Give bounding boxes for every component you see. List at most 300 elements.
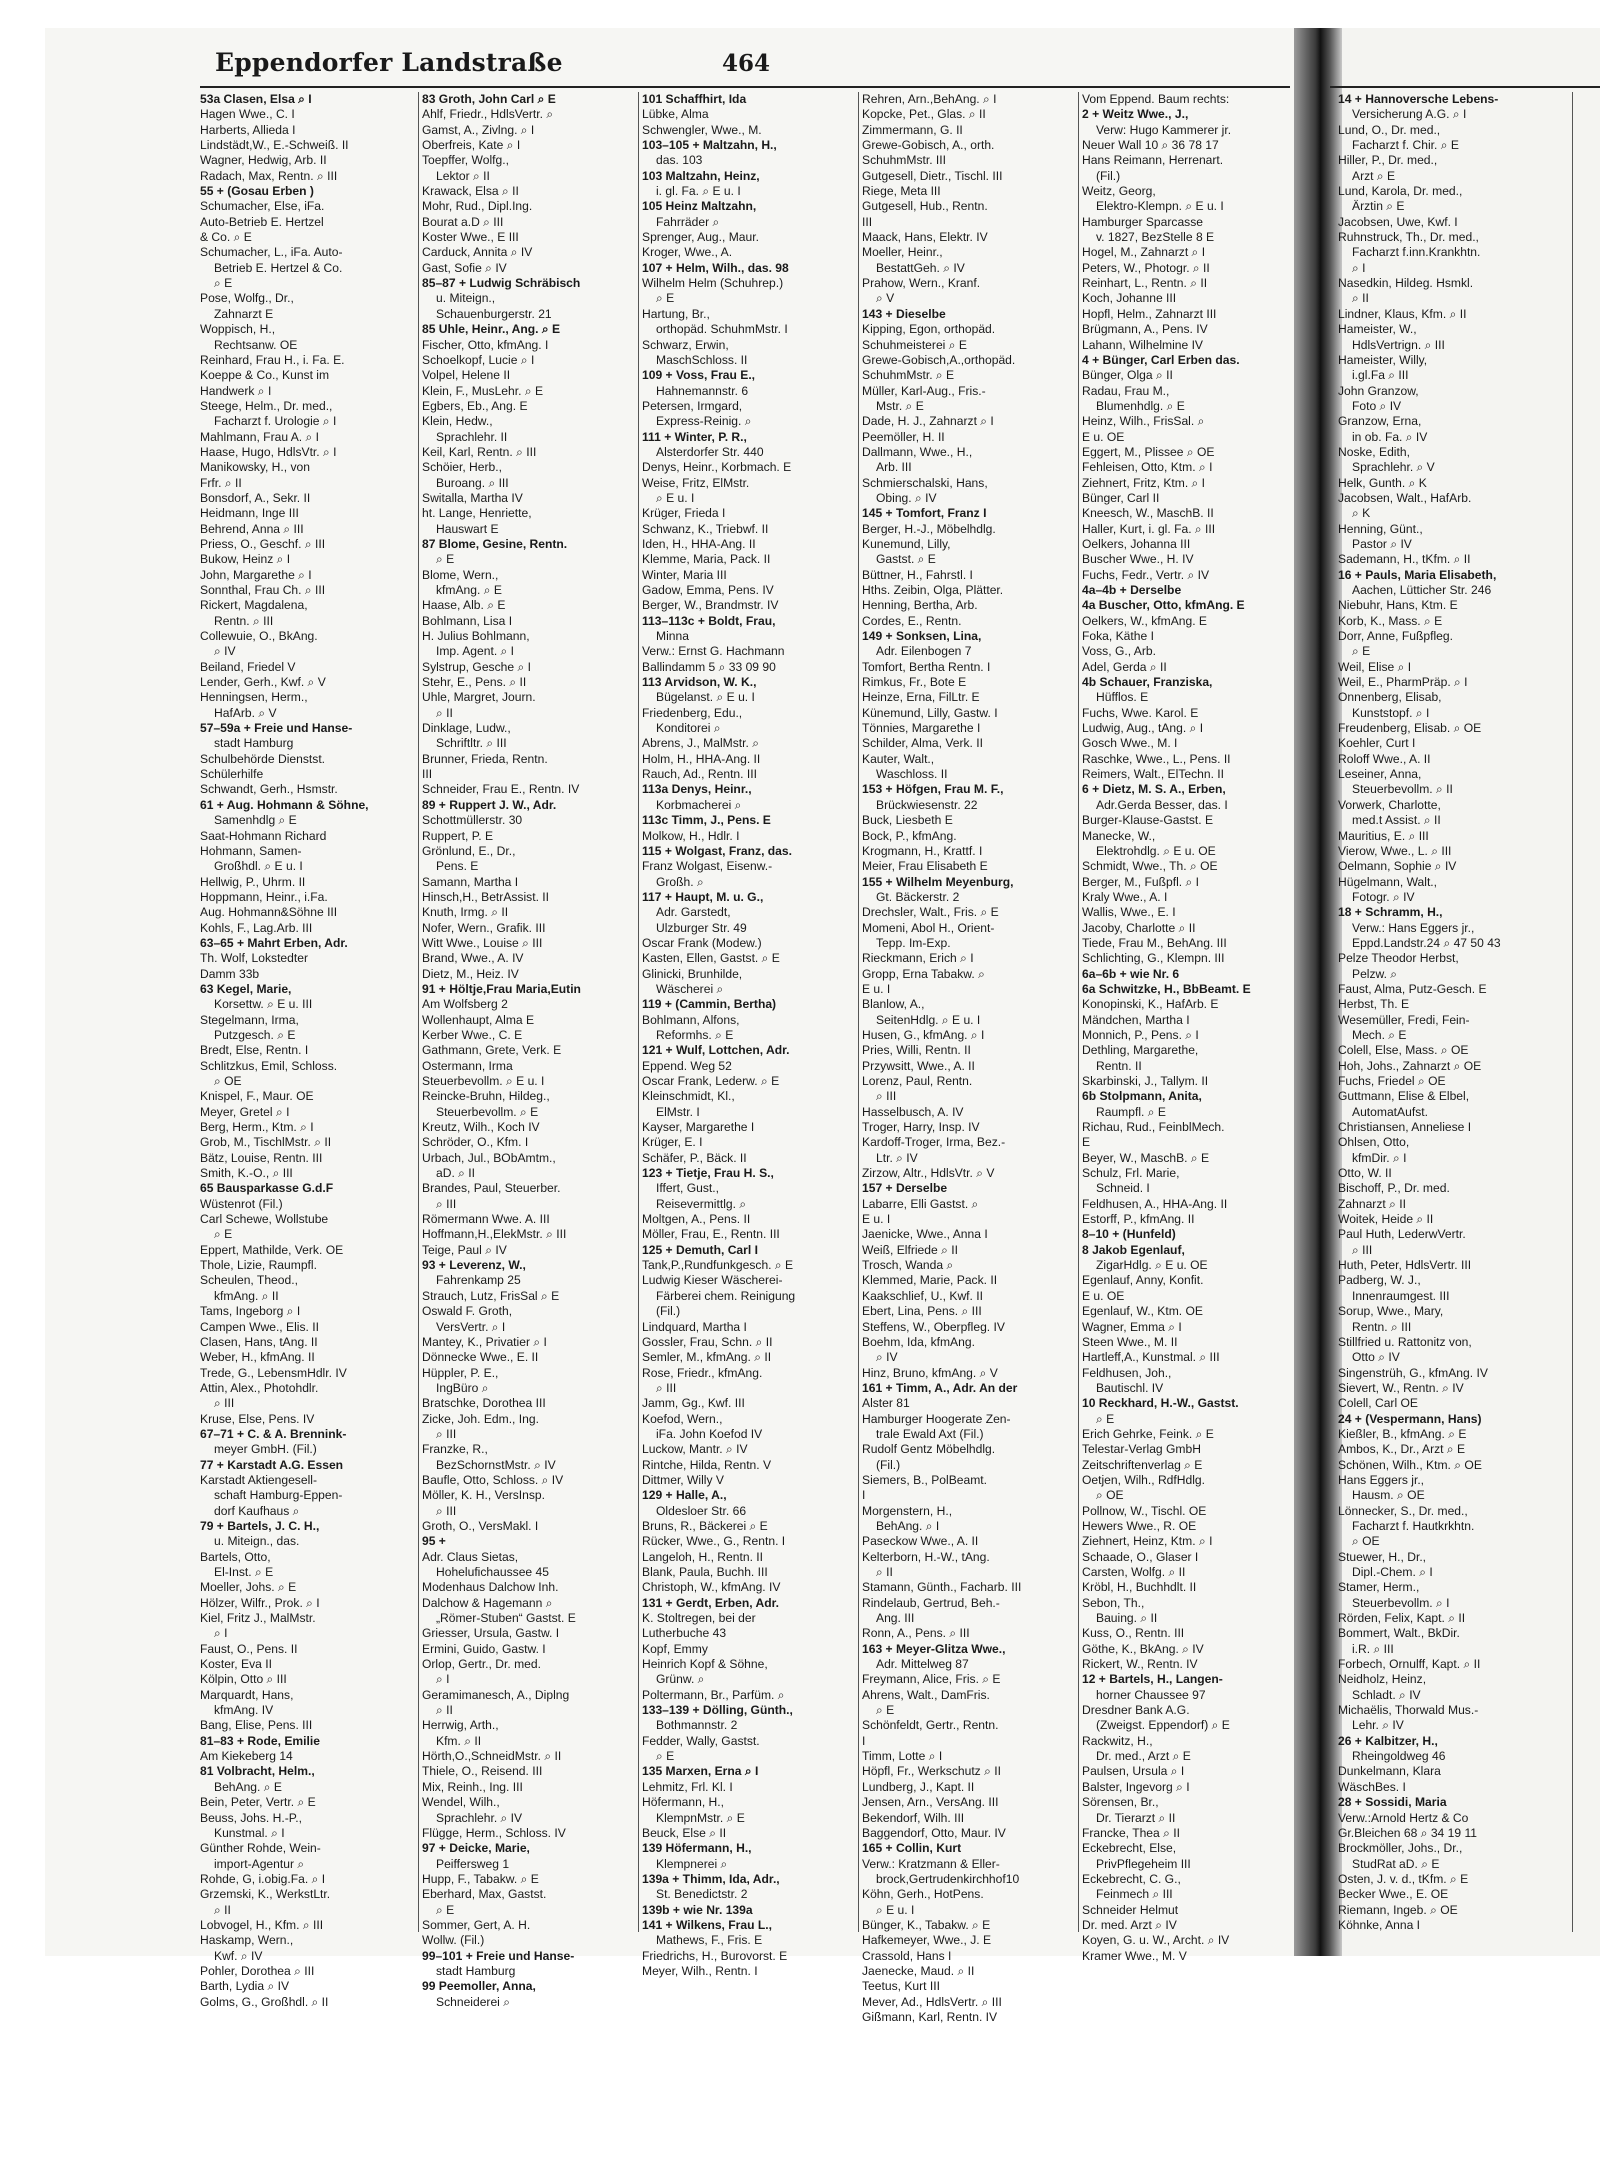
directory-entry-line: Sörensen, Br.,	[1082, 1795, 1159, 1810]
directory-entry-line: ⌕ K	[1352, 506, 1371, 521]
directory-entry-line: Hellwig, P., Uhrm. II	[200, 874, 306, 889]
directory-entry-line: Rentn. ⌕ III	[214, 613, 274, 628]
directory-entry-line: kfmAng. ⌕ II	[214, 1288, 279, 1303]
directory-entry-line: ⌕ III	[876, 1089, 897, 1104]
directory-entry-line: das. 103	[656, 153, 703, 168]
directory-entry-line: Tomfort, Bertha Rentn. I	[862, 659, 991, 674]
directory-entry-line: Kiel, Fritz J., MalMstr.	[200, 1611, 316, 1626]
directory-entry-line: Schriftltr. ⌕ III	[436, 736, 507, 751]
directory-entry-line: Harberts, Allieda I	[200, 122, 296, 137]
directory-entry-line: 109 + Voss, Frau E.,	[642, 368, 756, 383]
directory-entry-line: Peiffersweg 1	[436, 1856, 510, 1871]
directory-entry-line: Schülerhilfe	[200, 767, 264, 782]
directory-entry-line: Beuss, Johs. H.-P.,	[200, 1810, 302, 1825]
directory-entry-line: 77 + Karstadt A.G. Essen	[200, 1457, 344, 1472]
directory-entry-line: 153 + Höfgen, Frau M. F.,	[862, 782, 1004, 797]
directory-entry-line: Schumacher, Else, iFa.	[200, 199, 325, 214]
directory-entry-line: HdlsVertrign. ⌕ III	[1352, 337, 1445, 352]
directory-entry-line: Telestar-Verlag GmbH	[1082, 1442, 1201, 1457]
directory-entry-line: Schönfeldt, Gertr., Rentn.	[862, 1718, 999, 1733]
directory-entry-line: Kauter, Walt.,	[862, 751, 935, 766]
directory-entry-line: Sorup, Wwe., Mary,	[1338, 1304, 1444, 1319]
directory-entry-line: Monnich, P., Pens. ⌕ I	[1082, 1027, 1199, 1042]
directory-entry-line: Fehleisen, Otto, Ktm. ⌕ I	[1082, 460, 1213, 475]
directory-entry-line: St. Benedictstr. 2	[656, 1887, 748, 1902]
directory-entry-line: Oldesloer Str. 66	[656, 1503, 747, 1518]
directory-entry-line: Büttner, H., Fahrstl. I	[862, 567, 973, 582]
directory-entry-line: Fotogr. ⌕ IV	[1352, 889, 1415, 904]
directory-entry-line: Kießler, B., kfmAng. ⌕ E	[1338, 1426, 1467, 1441]
directory-entry-line: E u. OE	[1082, 429, 1125, 444]
directory-entry-line: Hafkemeyer, Wwe., J. E	[862, 1933, 992, 1948]
directory-entry-line: 18 + Schramm, H.,	[1338, 905, 1443, 920]
directory-entry-line: Rackwitz, H.,	[1082, 1733, 1153, 1748]
directory-entry-line: Handwerk ⌕ I	[200, 383, 272, 398]
directory-entry-line: Flügge, Herm., Schloss. IV	[422, 1825, 566, 1840]
directory-entry-line: 101 Schaffhirt, Ida	[642, 92, 747, 106]
directory-entry-line: Bügelanst. ⌕ E u. I	[656, 690, 755, 705]
directory-entry-line: Franzke, R.,	[422, 1442, 488, 1457]
directory-entry-line: Lobvogel, H., Kfm. ⌕ III	[200, 1917, 324, 1932]
directory-entry-line: Bünger, K., Tabakw. ⌕ E	[862, 1917, 991, 1932]
directory-entry-line: Collewuie, O., BkAng.	[200, 629, 318, 644]
directory-entry-line: MaschSchloss. II	[656, 352, 748, 367]
directory-entry-line: Schmidt, Wwe., Th. ⌕ OE	[1082, 859, 1218, 874]
directory-entry-line: Koehler, Curt I	[1338, 736, 1416, 751]
directory-entry-line: Ludwig Kieser Wäscherei-	[642, 1273, 783, 1288]
directory-entry-line: Modenhaus Dalchow Inh.	[422, 1580, 559, 1595]
directory-entry-line: Peters, W., Photogr. ⌕ II	[1082, 260, 1210, 275]
directory-entry-line: Verw: Hugo Kammerer jr.	[1096, 122, 1232, 137]
directory-entry-line: Helk, Gunth. ⌕ K	[1338, 475, 1427, 490]
directory-entry-line: Wesemüller, Fredi, Fein-	[1338, 1012, 1470, 1027]
directory-entry-line: „Römer-Stuben“ Gastst. E	[436, 1611, 576, 1626]
directory-entry-line: AutomatAufst.	[1352, 1104, 1428, 1119]
directory-entry-line: Verw.: Ernst G. Hachmann	[642, 644, 785, 659]
directory-entry-line: Dönnecke Wwe., E. II	[422, 1350, 539, 1365]
directory-entry-line: Adr.Gerda Besser, das. I	[1096, 797, 1228, 812]
directory-entry-line: Dinklage, Ludw.,	[422, 721, 511, 736]
directory-entry-line: Ebert, Lina, Pens. ⌕ III	[862, 1304, 982, 1319]
directory-entry-line: Buck, Liesbeth E	[862, 813, 953, 828]
directory-entry-line: I	[862, 1488, 866, 1503]
directory-entry-line: Hüfflos. E	[1096, 690, 1149, 705]
directory-entry-line: Volpel, Helene II	[422, 368, 511, 383]
directory-entry-line: Schulbehörde Dienstst.	[200, 751, 326, 766]
directory-entry-line: Gastst. ⌕ E	[876, 552, 936, 567]
directory-entry-line: Aug. Hohmann&Söhne III	[200, 905, 338, 920]
directory-entry-line: Padberg, W. J.,	[1338, 1273, 1421, 1288]
directory-entry-line: 149 + Sonksen, Lina,	[862, 629, 982, 644]
directory-entry-line: Dipl.-Chem. ⌕ I	[1352, 1565, 1433, 1579]
directory-entry-line: Elektrohdlg. ⌕ E u. OE	[1096, 843, 1216, 858]
directory-entry-line: trale Ewald Axt (Fil.)	[876, 1426, 984, 1441]
directory-entry-line: Jamm, Gg., Kwf. III	[642, 1396, 745, 1411]
directory-entry-line: i.R. ⌕ III	[1352, 1641, 1394, 1656]
directory-entry-line: Herbst, Th. E	[1338, 997, 1410, 1012]
directory-entry-line: Krogmann, H., Krattf. I	[862, 843, 983, 858]
directory-entry-line: Raschke, Wwe., L., Pens. II	[1082, 751, 1231, 766]
directory-entry-line: 113–113c + Boldt, Frau,	[642, 613, 776, 628]
directory-entry-line: Dorr, Anne, Fußpfleg.	[1338, 629, 1453, 644]
directory-entry-line: Heinze, Erna, FilLtr. E	[862, 690, 980, 705]
directory-entry-line: Kohls, F., Lag.Arb. III	[200, 920, 313, 935]
directory-entry-line: Bruns, R., Bäckerei ⌕ E	[642, 1518, 768, 1533]
directory-entry-line: Kopf, Emmy	[642, 1641, 708, 1656]
directory-entry-line: dorf Kaufhaus ⌕	[214, 1503, 300, 1518]
directory-entry-line: Kraly Wwe., A. I	[1082, 889, 1168, 904]
directory-entry-line: ZigarHdlg. ⌕ E u. OE	[1096, 1258, 1208, 1273]
directory-entry-line: Kleinschmidt, Kl.,	[642, 1089, 735, 1104]
directory-entry-line: Hartung, Br.,	[642, 306, 710, 321]
directory-entry-line: 55 + (Gosau Erben )	[200, 184, 314, 199]
directory-entry-line: Bischoff, P., Dr. med.	[1338, 1181, 1450, 1196]
directory-entry-line: Mantey, K., Privatier ⌕ I	[422, 1334, 547, 1349]
directory-entry-line: Th. Wolf, Lokstedter	[200, 951, 308, 966]
directory-entry-line: Großh. ⌕	[656, 874, 704, 889]
directory-entry-line: Paulsen, Ursula ⌕ I	[1082, 1764, 1185, 1779]
directory-entry-line: 8–10 + (Hunfeld)	[1082, 1227, 1176, 1242]
directory-entry-line: Lindner, Klaus, Kfm. ⌕ II	[1338, 306, 1467, 321]
street-title: Eppendorfer Landstraße	[215, 48, 563, 77]
directory-entry-line: Waschloss. II	[876, 767, 948, 782]
directory-entry-line: VersVertr. ⌕ I	[436, 1319, 506, 1334]
directory-entry-line: Krawack, Elsa ⌕ II	[422, 184, 519, 199]
directory-entry-line: Osten, J. v. d., tKfm. ⌕ E	[1338, 1871, 1469, 1886]
directory-entry-line: Iden, H., HHA-Ang. II	[642, 536, 756, 551]
directory-entry-line: 157 + Derselbe	[862, 1181, 948, 1196]
directory-entry-line: Sommer, Gert, A. H.	[422, 1917, 531, 1932]
directory-entry-line: Hohmann, Samen-	[200, 843, 302, 858]
directory-entry-line: Koch, Johanne III	[1082, 291, 1177, 306]
directory-entry-line: Huth, Peter, HdlsVertr. III	[1338, 1258, 1472, 1273]
directory-entry-line: Przywsitt, Wwe., A. II	[862, 1058, 975, 1073]
directory-entry-line: Manecke, W.,	[1082, 828, 1156, 843]
directory-entry-line: ⌕ E	[436, 552, 455, 567]
directory-entry-line: H. Julius Bohlmann,	[422, 629, 530, 644]
directory-entry-line: Damm 33b	[200, 966, 260, 981]
directory-entry-line: Berger, M., Fußpfl. ⌕ I	[1082, 874, 1199, 889]
directory-entry-line: Arb. III	[876, 460, 912, 475]
directory-entry-line: Rickert, W., Rentn. IV	[1082, 1657, 1198, 1672]
directory-entry-line: Eckebrecht, C. G.,	[1082, 1871, 1181, 1886]
directory-entry-line: 10 Reckhard, H.-W., Gastst.	[1082, 1396, 1239, 1411]
column-divider	[858, 92, 859, 1932]
directory-entry-line: Am Wolfsberg 2	[422, 997, 508, 1012]
directory-entry-line: Meier, Frau Elisabeth E	[862, 859, 988, 874]
directory-entry-line: Vorwerk, Charlotte,	[1338, 797, 1441, 812]
directory-entry-line: Kramer Wwe., M. V	[1082, 1948, 1187, 1963]
directory-entry-line: Moeller, Heinr.,	[862, 245, 943, 260]
directory-entry-line: Timm, Lotte ⌕ I	[862, 1749, 943, 1764]
directory-entry-line: Frfr. ⌕ II	[200, 475, 242, 490]
directory-entry-line: Ang. III	[876, 1611, 915, 1626]
directory-entry-line: Hausm. ⌕ OE	[1352, 1488, 1425, 1503]
directory-entry-line: 2 + Weitz Wwe., J.,	[1082, 107, 1189, 122]
directory-entry-line: ⌕ V	[876, 291, 895, 306]
directory-entry-line: Schauenburgerstr. 21	[436, 306, 552, 321]
directory-entry-line: Friedenberg, Edu.,	[642, 705, 743, 720]
directory-entry-line: Winter, Maria III	[642, 567, 727, 582]
directory-entry-line: Lahann, Wilhelmine IV	[1082, 337, 1204, 352]
directory-entry-line: Schwengler, Wwe., M.	[642, 122, 762, 137]
directory-entry-line: Baggendorf, Otto, Maur. IV	[862, 1825, 1006, 1840]
directory-entry-line: Karstadt Aktiengesell-	[200, 1472, 317, 1487]
directory-entry-line: Lutherbuche 43	[642, 1626, 727, 1641]
directory-entry-line: in ob. Fa. ⌕ IV	[1352, 429, 1428, 444]
directory-entry-line: Otto ⌕ IV	[1352, 1350, 1400, 1365]
directory-entry-line: Paul Huth, LederwVertr.	[1338, 1227, 1466, 1242]
directory-entry-line: 85 Uhle, Heinr., Ang. ⌕ E	[422, 322, 561, 337]
directory-entry-line: SeitenHdlg. ⌕ E u. I	[876, 1012, 981, 1027]
directory-entry-line: ⌕ E	[876, 1703, 895, 1718]
directory-entry-line: Facharzt f. Chir. ⌕ E	[1352, 138, 1459, 153]
directory-entry-line: Haase, Alb. ⌕ E	[422, 598, 506, 613]
directory-entry-line: 99 Peemoller, Anna,	[422, 1979, 536, 1994]
directory-entry-line: u. Miteign., das.	[214, 1534, 300, 1549]
directory-entry-line: 89 + Ruppert J. W., Adr.	[422, 797, 557, 812]
directory-entry-line: Hinsch,H., BetrAssist. II	[422, 889, 550, 904]
directory-entry-line: Krüger, E. I	[642, 1135, 703, 1150]
directory-entry-line: Barth, Lydia ⌕ IV	[200, 1979, 290, 1994]
directory-entry-line: Dr. med. Arzt ⌕ IV	[1082, 1917, 1177, 1932]
directory-entry-line: Alsterdorfer Str. 440	[656, 444, 764, 459]
directory-entry-line: Jaenicke, Wwe., Anna I	[862, 1227, 988, 1242]
directory-entry-line: 6a Schwitzke, H., BbBeamt. E	[1082, 981, 1251, 996]
directory-entry-line: Attin, Alex., Photohdlr.	[200, 1380, 319, 1395]
directory-entry-line: Lindquard, Martha I	[642, 1319, 747, 1334]
directory-entry-line: kfmDir. ⌕ I	[1352, 1150, 1407, 1165]
directory-entry-line: Feldhusen, A., HHA-Ang. II	[1082, 1196, 1228, 1211]
directory-entry-line: Brunner, Frieda, Rentn.	[422, 751, 548, 766]
directory-entry-line: Oswald F. Groth,	[422, 1304, 513, 1319]
directory-entry-line: Hinz, Bruno, kfmAng. ⌕ V	[862, 1365, 998, 1380]
directory-entry-line: Göthe, K., BkAng. ⌕ IV	[1082, 1641, 1204, 1656]
directory-entry-line: Wallis, Wwe., E. I	[1082, 905, 1176, 920]
directory-entry-line: Foka, Käthe I	[1082, 629, 1154, 644]
directory-entry-line: Roloff Wwe., A. II	[1338, 751, 1431, 766]
directory-entry-line: Hagen Wwe., C. I	[200, 107, 295, 122]
directory-entry-line: Wüstenrot (Fil.)	[200, 1196, 283, 1211]
directory-entry-line: Bukow, Heinz ⌕ I	[200, 552, 291, 567]
directory-entry-line: Schwanz, K., Triebwf. II	[642, 521, 769, 536]
directory-entry-line: Riege, Meta III	[862, 184, 941, 199]
directory-entry-line: Schöier, Herb.,	[422, 460, 502, 475]
directory-entry-line: Kelterborn, H.-W., tAng.	[862, 1549, 990, 1564]
directory-entry-line: Bautischl. IV	[1096, 1380, 1164, 1395]
directory-entry-line: Berger, H.-J., Möbelhdlg.	[862, 521, 996, 536]
directory-entry-line: 6a–6b + wie Nr. 6	[1082, 966, 1180, 981]
directory-entry-line: Putzgesch. ⌕ E	[214, 1027, 296, 1042]
directory-entry-line: Reformhs. ⌕ E	[656, 1027, 734, 1042]
directory-entry-line: Momeni, Abol H., Orient-	[862, 920, 995, 935]
directory-entry-line: Teetus, Kurt III	[862, 1979, 940, 1994]
directory-entry-line: Haskamp, Wern.,	[200, 1933, 294, 1948]
directory-entry-line: Nofer, Wern., Grafik. III	[422, 920, 546, 935]
directory-entry-line: Ärztin ⌕ E	[1352, 199, 1405, 214]
directory-entry-line: Maack, Hans, Elektr. IV	[862, 230, 988, 245]
directory-entry-line: Korb, K., Mass. ⌕ E	[1338, 613, 1443, 628]
directory-entry-line: Eppd.Landstr.24 ⌕ 47 50 43	[1352, 935, 1501, 950]
directory-entry-line: 28 + Sossidi, Maria	[1338, 1795, 1447, 1810]
directory-entry-line: Blome, Wern.,	[422, 567, 499, 582]
directory-entry-line: Ostermann, Irma	[422, 1058, 513, 1073]
directory-entry-line: Verw.:Arnold Hertz & Co	[1338, 1810, 1469, 1825]
directory-entry-line: Crassold, Hans I	[862, 1948, 952, 1963]
directory-entry-line: Steuerbevollm. ⌕ II	[1352, 782, 1453, 797]
directory-entry-line: Lübke, Alma	[642, 107, 709, 122]
directory-entry-line: Bock, P., kfmAng.	[862, 828, 957, 843]
directory-entry-line: Dunkelmann, Klara	[1338, 1764, 1441, 1779]
directory-entry-line: Oscar Frank, Lederw. ⌕ E	[642, 1074, 780, 1088]
directory-entry-line: Obing. ⌕ IV	[876, 490, 937, 505]
directory-entry-line: Mohr, Rud., Dipl.Ing.	[422, 199, 533, 214]
directory-entry-line: Wollenhaupt, Alma E	[422, 1012, 535, 1027]
directory-entry-line: Colell, Else, Mass. ⌕ OE	[1338, 1043, 1469, 1058]
directory-entry-line: Dalchow & Hagemann ⌕	[422, 1595, 553, 1610]
directory-entry-line: Schottmüllerstr. 30	[422, 813, 523, 828]
directory-entry-line: 97 + Deicke, Marie,	[422, 1841, 530, 1856]
directory-entry-line: orthopäd. SchuhmMstr. I	[656, 322, 788, 337]
directory-entry-line: Zirzow, Altr., HdlsVtr. ⌕ V	[862, 1166, 995, 1181]
directory-entry-line: Moltgen, A., Pens. II	[642, 1212, 751, 1227]
directory-entry-line: Mech. ⌕ E	[1352, 1027, 1407, 1042]
directory-entry-line: (Fil.)	[656, 1304, 681, 1319]
directory-entry-line: 57–59a + Freie und Hanse-	[200, 721, 353, 736]
directory-entry-line: Egenlauf, W., Ktm. OE	[1082, 1304, 1203, 1319]
directory-entry-line: Manikowsky, H., von	[200, 460, 310, 475]
directory-entry-line: Kroger, Wwe., A.	[642, 245, 733, 260]
directory-entry-line: ⌕ E	[1352, 644, 1371, 659]
directory-entry-line: ⌕ III	[656, 1380, 677, 1395]
directory-entry-line: Minna	[656, 629, 689, 644]
directory-entry-line: Balster, Ingevorg ⌕ I	[1082, 1779, 1190, 1794]
directory-entry-line: Facharzt f.inn.Krankhtn.	[1352, 245, 1481, 260]
directory-entry-line: Klemmed, Marie, Pack. II	[862, 1273, 998, 1288]
directory-entry-line: Kipping, Egon, orthopäd.	[862, 322, 996, 337]
directory-entry-line: 63 Kegel, Marie,	[200, 981, 292, 996]
directory-entry-line: Wollw. (Fil.)	[422, 1933, 485, 1948]
directory-entry-line: Golms, G., Großhdl. ⌕ II	[200, 1994, 329, 2009]
directory-entry-line: Oscar Frank (Modew.)	[642, 935, 762, 950]
directory-entry-line: 99–101 + Freie und Hanse-	[422, 1948, 575, 1963]
directory-entry-line: stadt Hamburg	[214, 736, 294, 751]
directory-entry-line: Kuss, O., Rentn. III	[1082, 1626, 1185, 1641]
directory-entry-line: Kfm. ⌕ II	[436, 1733, 482, 1748]
directory-entry-line: Vierow, Wwe., L. ⌕ III	[1338, 843, 1452, 858]
directory-entry-line: Burger-Klause-Gastst. E	[1082, 813, 1214, 828]
directory-entry-line: BehAng. ⌕ I	[876, 1518, 940, 1533]
directory-entry-line: Langeloh, H., Rentn. II	[642, 1549, 764, 1564]
directory-entry-line: Carl Schewe, Wollstube	[200, 1212, 329, 1227]
directory-entry-line: Egenlauf, Anny, Konfit.	[1082, 1273, 1204, 1288]
directory-entry-line: import-Agentur ⌕	[214, 1856, 305, 1871]
directory-entry-line: Schneider, Frau E., Rentn. IV	[422, 782, 580, 797]
directory-entry-line: PrivPflegeheim III	[1096, 1856, 1191, 1871]
directory-entry-line: Färberei chem. Reinigung	[656, 1288, 796, 1303]
directory-entry-line: Zahnarzt E	[214, 306, 274, 321]
directory-entry-line: Geramimanesch, A., Diplng	[422, 1687, 570, 1702]
directory-entry-line: Müller, Karl-Aug., Fris.-	[862, 383, 986, 398]
directory-entry-line: Kunstmal. ⌕ I	[214, 1825, 285, 1840]
directory-entry-line: ⌕ II	[436, 1703, 453, 1718]
right-page-directory-column	[1338, 92, 1588, 1933]
directory-entry-line: Teige, Paul ⌕ IV	[422, 1242, 507, 1257]
directory-entry-line: Zicke, Joh. Edm., Ing.	[422, 1411, 539, 1426]
directory-entry-line: Römermann Wwe. A. III	[422, 1212, 550, 1227]
directory-entry-line: 117 + Haupt, M. u. G.,	[642, 889, 764, 904]
directory-entry-line: Hartleff,A., Kunstmal. ⌕ III	[1082, 1350, 1220, 1365]
directory-entry-line: 16 + Pauls, Maria Elisabeth,	[1338, 567, 1497, 582]
directory-entry-line: Bünger, Carl II	[1082, 490, 1160, 505]
directory-entry-line: Lund, O., Dr. med.,	[1338, 122, 1441, 137]
directory-entry-line: Haase, Hugo, HdlsVtr. ⌕ I	[200, 444, 337, 459]
directory-entry-line: 121 + Wulf, Lottchen, Adr.	[642, 1043, 790, 1058]
directory-entry-line: Grzemski, K., WerkstLtr.	[200, 1887, 331, 1902]
directory-entry-line: Ulzburger Str. 49	[656, 920, 747, 935]
directory-entry-line: 85–87 + Ludwig Schräbisch	[422, 276, 581, 291]
directory-entry-line: Schönen, Wilh., Ktm. ⌕ OE	[1338, 1457, 1482, 1472]
directory-entry-line: Künemund, Lilly, Gastw. I	[862, 705, 998, 720]
directory-entry-line: Rörden, Felix, Kapt. ⌕ II	[1338, 1611, 1466, 1626]
directory-entry-line: Oelkers, W., kfmAng. E	[1082, 613, 1207, 628]
directory-entry-line: 155 + Wilhelm Meyenburg,	[862, 874, 1014, 889]
directory-entry-line: Gißmann, Karl, Rentn. IV	[862, 2009, 998, 2024]
directory-entry-line: Gosch Wwe., M. I	[1082, 736, 1178, 751]
directory-entry-line: Fuchs, Friedel ⌕ OE	[1338, 1074, 1446, 1088]
directory-entry-line: Jacobsen, Uwe, Kwf. I	[1338, 214, 1458, 229]
directory-entry-line: Schilder, Alma, Verk. II	[862, 736, 983, 751]
directory-entry-line: Köhnke, Anna I	[1338, 1917, 1421, 1932]
directory-entry-line: Gamst, A., Zivlng. ⌕ I	[422, 122, 535, 137]
directory-entry-line: Meyer, Gretel ⌕ I	[200, 1104, 290, 1119]
directory-entry-line: Henning, Günt.,	[1338, 521, 1423, 536]
directory-entry-line: Grewe-Gobisch, A., orth.	[862, 138, 995, 153]
directory-entry-line: 113a Denys, Heinr.,	[642, 782, 752, 797]
directory-entry-line: Lektor ⌕ II	[436, 168, 490, 183]
directory-entry-line: Hoppmann, Heinr., i.Fa.	[200, 889, 328, 904]
directory-entry-line: Ahlf, Friedr., HdlsVertr. ⌕	[422, 107, 554, 122]
directory-entry-line: Rheingoldweg 46	[1352, 1749, 1446, 1764]
directory-entry-line: Marquardt, Hans,	[200, 1687, 294, 1702]
directory-entry-line: Orlop, Gertr., Dr. med.	[422, 1657, 541, 1672]
directory-entry-line: Thiele, O., Reisend. III	[422, 1764, 543, 1779]
directory-entry-line: Grönlund, E., Dr.,	[422, 843, 516, 858]
directory-entry-line: Berger, W., Brandmstr. IV	[642, 598, 779, 613]
directory-entry-line: & Co. ⌕ E	[200, 230, 252, 245]
directory-entry-line: Zimmermann, G. II	[862, 122, 963, 137]
directory-entry-line: Ziehnert, Heinz, Ktm. ⌕ I	[1082, 1534, 1213, 1549]
directory-entry-line: Mix, Reinh., Ing. III	[422, 1779, 523, 1794]
directory-entry-line: Tönnies, Margarethe I	[862, 721, 981, 736]
directory-entry-line: Sprachlehr. ⌕ IV	[436, 1810, 523, 1825]
directory-entry-line: Steuerbevollm. ⌕ E	[436, 1104, 539, 1119]
directory-entry-line: Dietz, M., Heiz. IV	[422, 966, 519, 981]
directory-entry-line: Gutgesell, Dietr., Tischl. III	[862, 168, 1003, 183]
directory-entry-line: Stehr, E., Pens. ⌕ II	[422, 675, 527, 690]
directory-entry-line: Erich Gehrke, Feink. ⌕ E	[1082, 1426, 1214, 1441]
column-divider	[418, 92, 419, 1932]
directory-entry-line: Feldhusen, Joh.,	[1082, 1365, 1172, 1380]
directory-entry-line: Dr. Tierarzt ⌕ II	[1096, 1810, 1176, 1825]
directory-entry-line: Weitz, Georg,	[1082, 184, 1156, 199]
directory-entry-line: Eppert, Mathilde, Verk. OE	[200, 1242, 344, 1257]
directory-entry-line: Baufle, Otto, Schloss. ⌕ IV	[422, 1472, 564, 1487]
directory-entry-line: Hameister, Willy,	[1338, 352, 1428, 367]
directory-entry-line: Samann, Martha I	[422, 874, 519, 889]
directory-entry-line: Feinmech ⌕ III	[1096, 1887, 1173, 1902]
directory-entry-line: WäschBes. I	[1338, 1779, 1406, 1794]
